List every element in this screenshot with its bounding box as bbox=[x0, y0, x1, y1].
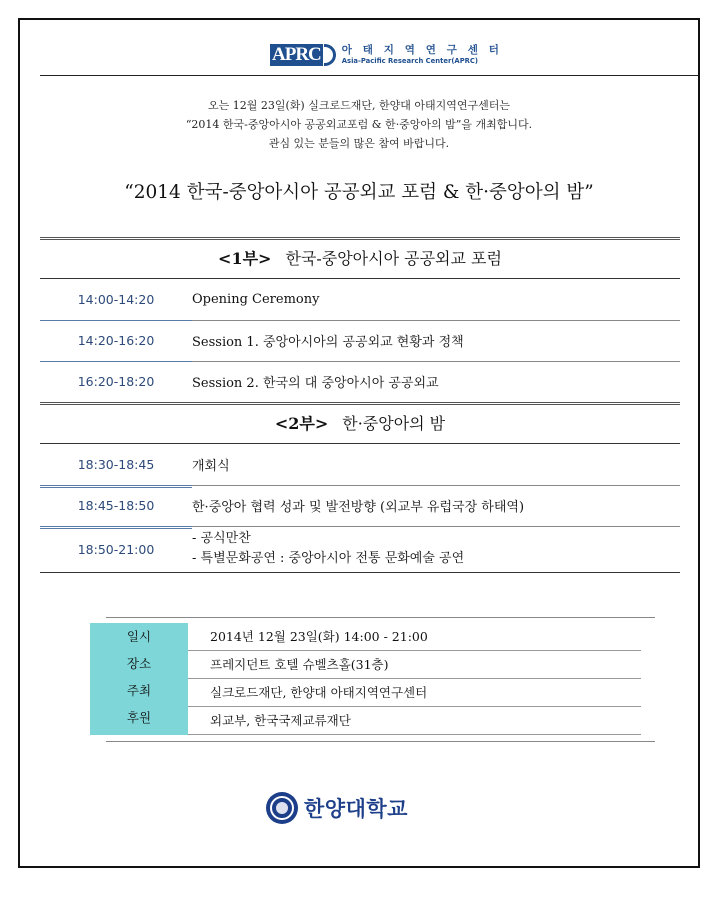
aprc-english-name: Asia-Pacific Research Center(APRC) bbox=[341, 56, 478, 65]
info-bottom-rule bbox=[106, 741, 655, 742]
schedule-time: 18:30-18:45 bbox=[77, 457, 155, 472]
intro-line-1: 오는 12월 23일(화) 실크로드재단, 한양대 아태지역연구센터는 bbox=[208, 99, 510, 112]
schedule-row bbox=[40, 361, 680, 402]
aprc-logo-mark bbox=[270, 44, 336, 66]
info-label-date: 일시 bbox=[126, 629, 152, 644]
schedule-row bbox=[40, 320, 680, 361]
header-divider bbox=[40, 75, 698, 76]
schedule-desc: Session 2. 한국의 대 중앙아시아 공공외교 bbox=[192, 376, 439, 391]
info-label-venue: 장소 bbox=[126, 656, 152, 671]
part1-name: 한국-중앙아시아 공공외교 포럼 bbox=[285, 249, 502, 268]
schedule-row bbox=[40, 444, 680, 485]
aprc-arc-icon bbox=[324, 44, 336, 66]
part2-heading bbox=[40, 405, 680, 443]
schedule-desc: 한·중앙아 협력 성과 및 발전방향 (외교부 유럽국장 하태역) bbox=[192, 500, 525, 515]
schedule-desc-line: - 특별문화공연 : 중앙아시아 전통 문화예술 공연 bbox=[192, 551, 465, 566]
university-seal-icon bbox=[266, 792, 298, 824]
schedule-desc-line: - 공식만찬 bbox=[192, 531, 251, 546]
schedule-time: 14:20-16:20 bbox=[77, 333, 155, 348]
schedule-time: 18:45-18:50 bbox=[77, 498, 155, 513]
info-body bbox=[90, 623, 655, 735]
info-labels bbox=[90, 623, 188, 735]
schedule-time: 18:50-21:00 bbox=[77, 541, 155, 557]
schedule-row bbox=[40, 485, 680, 526]
schedule-desc bbox=[192, 529, 680, 569]
part1-number: <1부> bbox=[218, 249, 272, 268]
info-value-venue: 프레지던트 호텔 슈벨츠홀(31층) bbox=[188, 651, 641, 679]
intro-text bbox=[20, 96, 698, 153]
document-frame bbox=[18, 18, 700, 868]
schedule-time: 14:00-14:20 bbox=[77, 292, 155, 307]
info-label-host: 주최 bbox=[126, 683, 152, 698]
schedule-desc: 개회식 bbox=[192, 459, 230, 474]
aprc-korean-name: 아 태 지 역 연 구 센 터 bbox=[341, 44, 503, 57]
schedule-desc: Opening Ceremony bbox=[192, 292, 320, 307]
info-top-rule bbox=[106, 617, 655, 618]
schedule-table bbox=[40, 237, 680, 573]
schedule-row bbox=[40, 279, 680, 320]
header bbox=[20, 20, 698, 76]
aprc-logo-text bbox=[342, 45, 503, 64]
event-title: “2014 한국-중앙아시아 공공외교 포럼 & 한·중앙아의 밤” bbox=[124, 182, 594, 203]
schedule-row bbox=[40, 526, 680, 572]
info-label-sponsor: 후원 bbox=[126, 710, 152, 725]
event-info-table bbox=[90, 617, 655, 742]
info-value-sponsor: 외교부, 한국국제교류재단 bbox=[188, 707, 641, 735]
part2-name: 한·중앙아의 밤 bbox=[342, 414, 446, 433]
schedule-desc: Session 1. 중앙아시아의 공공외교 현황과 정책 bbox=[192, 335, 464, 350]
hanyang-logo bbox=[266, 792, 408, 824]
aprc-logo-letters: APRC bbox=[272, 44, 321, 65]
schedule-time: 16:20-18:20 bbox=[77, 374, 155, 389]
info-values bbox=[188, 623, 655, 735]
intro-line-2: “2014 한국-중앙아시아 공공외교포럼 & 한·중앙아의 밤”을 개최합니다. bbox=[185, 118, 533, 131]
university-name: 한양대학교 bbox=[304, 797, 408, 821]
schedule-bottom-rule bbox=[40, 572, 680, 573]
aprc-logo bbox=[270, 44, 503, 66]
intro-line-3: 관심 있는 분들의 많은 참여 바랍니다. bbox=[268, 137, 450, 150]
info-value-date: 2014년 12월 23일(화) 14:00 - 21:00 bbox=[188, 623, 641, 651]
part1-heading bbox=[40, 240, 680, 278]
info-value-host: 실크로드재단, 한양대 아태지역연구센터 bbox=[188, 679, 641, 707]
part2-number: <2부> bbox=[274, 414, 329, 433]
